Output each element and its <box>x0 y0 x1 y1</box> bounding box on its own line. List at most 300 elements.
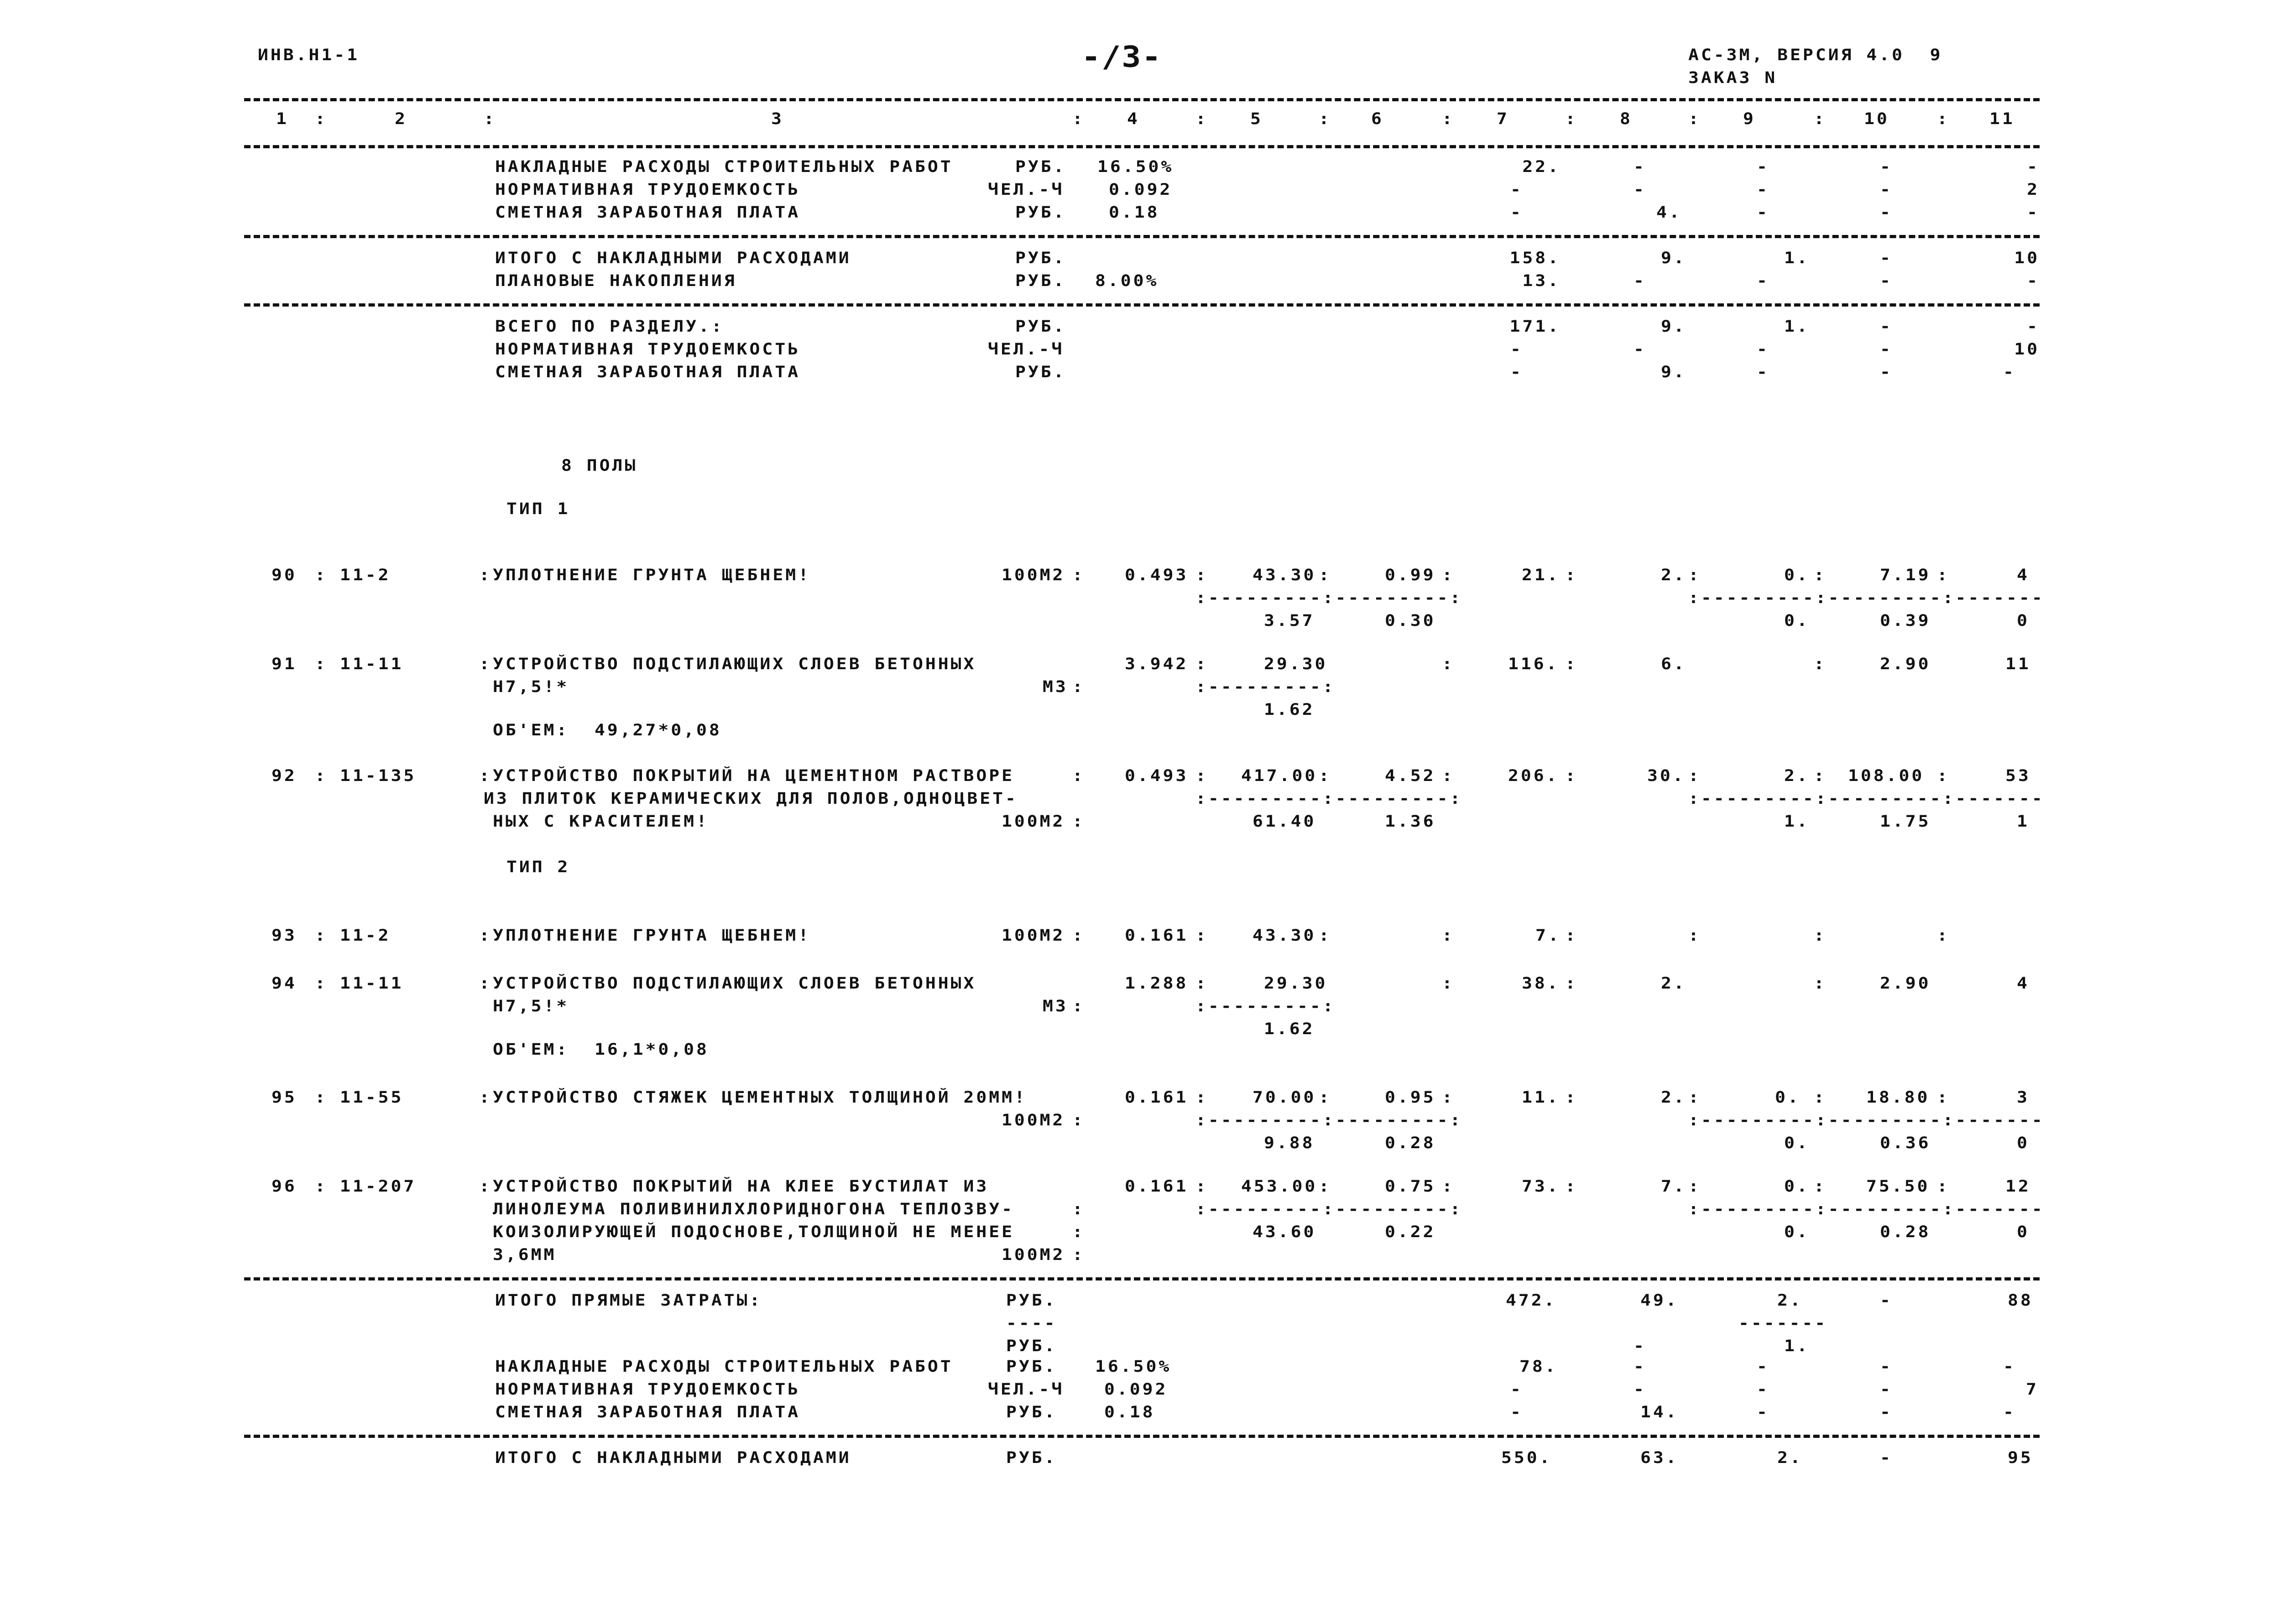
item-unit: 100М2 <box>1002 812 1065 831</box>
col-sep: : <box>1937 1088 1950 1107</box>
subrow-separator: :---------:---------:------- <box>1688 588 2045 607</box>
col-sep: : <box>484 109 496 128</box>
item-c11-wage: 0 <box>2017 1223 2030 1241</box>
rule <box>244 303 2040 307</box>
col-sep: : <box>1319 1177 1331 1196</box>
rule <box>244 1277 2040 1280</box>
total-c10: - <box>1880 1403 1893 1421</box>
row-label: СМЕТНАЯ ЗАРАБОТНАЯ ПЛАТА <box>495 203 801 222</box>
row-c9: - <box>1757 180 1769 199</box>
col-sep: : <box>1319 109 1331 128</box>
item-c11: 11 <box>2005 655 2031 673</box>
total-label: ИТОГО С НАКЛАДНЫМИ РАСХОДАМИ <box>495 1448 851 1467</box>
total-label: СМЕТНАЯ ЗАРАБОТНАЯ ПЛАТА <box>495 1403 801 1421</box>
row-label: ВСЕГО ПО РАЗДЕЛУ.: <box>495 317 724 336</box>
col-sep: : <box>479 1177 492 1196</box>
type-heading: ТИП 2 <box>506 858 570 876</box>
subrow-separator: :---------:---------:------- <box>1688 1200 2045 1218</box>
item-c6: 0.75 <box>1385 1177 1436 1196</box>
item-c5: 43.30 <box>1253 566 1316 584</box>
col-sep: : <box>1072 1223 1085 1241</box>
row-c7: 13. <box>1522 271 1561 290</box>
col-sep: : <box>1319 1088 1331 1107</box>
volume-note: ОБ'ЕМ: 16,1*0,08 <box>493 1040 709 1059</box>
col-sep: : <box>1688 109 1701 128</box>
col-sep: : <box>1565 766 1578 785</box>
item-c5: 453.00 <box>1241 1177 1318 1196</box>
row-c7: - <box>1510 363 1523 381</box>
row-c8: 4. <box>1656 203 1682 222</box>
inventory-number: ИНВ.Н1-1 <box>258 46 360 64</box>
item-c10-wage: 0.28 <box>1880 1223 1931 1241</box>
col-sep: : <box>479 655 492 673</box>
item-c7: 11. <box>1522 1088 1560 1107</box>
item-unit: М3 <box>1043 677 1068 696</box>
col-sep: : <box>1565 566 1578 584</box>
item-c9-wage: 0. <box>1784 1134 1810 1152</box>
row-c7: - <box>1510 180 1523 199</box>
item-c10: 18.80 <box>1866 1088 1930 1107</box>
row-label: НОРМАТИВНАЯ ТРУДОЕМКОСТЬ <box>495 180 801 199</box>
subrow-separator: :---------:---------: <box>1195 1200 1463 1218</box>
row-label: ИТОГО С НАКЛАДНЫМИ РАСХОДАМИ <box>495 249 851 267</box>
item-c6: 0.99 <box>1385 566 1436 584</box>
row-c10: - <box>1880 363 1893 381</box>
item-c9: 2. <box>1784 766 1810 785</box>
item-c5-wage: 3.57 <box>1264 611 1315 630</box>
section-title: 8 ПОЛЫ <box>561 456 638 475</box>
item-quantity: 0.161 <box>1125 1088 1189 1107</box>
col-6: 6 <box>1371 109 1384 128</box>
row-c7: 171. <box>1509 317 1561 336</box>
col-sep: : <box>479 1088 492 1107</box>
row-c11: - <box>2027 157 2040 176</box>
col-sep: : <box>1814 655 1827 673</box>
item-c9: 0. <box>1775 1088 1801 1107</box>
col-sep: : <box>479 926 492 945</box>
item-c6: 0.95 <box>1385 1088 1436 1107</box>
col-sep: : <box>1195 1088 1208 1107</box>
total-c11: 88 <box>2008 1291 2033 1310</box>
col-sep: : <box>1814 109 1827 128</box>
col-sep: : <box>1688 566 1701 584</box>
item-c10: 75.50 <box>1866 1177 1930 1196</box>
item-code: 11-2 <box>340 566 391 584</box>
item-code: 11-55 <box>340 1088 404 1107</box>
total-c9: 1. <box>1784 1337 1810 1355</box>
item-description: УСТРОЙСТВО ПОКРЫТИЙ НА ЦЕМЕНТНОМ РАСТВОРЕ <box>493 766 1014 785</box>
item-c6-wage: 0.30 <box>1385 611 1436 630</box>
row-c10: - <box>1880 317 1893 336</box>
col-sep: : <box>1814 1088 1827 1107</box>
row-c8: 9. <box>1661 249 1686 267</box>
item-c8: 2. <box>1661 974 1686 993</box>
item-description: УСТРОЙСТВО СТЯЖЕК ЦЕМЕНТНЫХ ТОЛЩИНОЙ 20ММ! <box>493 1088 1027 1107</box>
total-c10: - <box>1880 1357 1893 1376</box>
row-c11: 10 <box>2014 340 2040 359</box>
item-c11: 3 <box>2017 1088 2030 1107</box>
col-sep: : <box>1442 566 1455 584</box>
type-heading: ТИП 1 <box>506 500 570 518</box>
col-sep: : <box>1688 766 1701 785</box>
total-c11: 7 <box>2026 1380 2039 1399</box>
row-unit: ЧЕЛ.-Ч <box>988 180 1065 199</box>
col-sep: : <box>1319 566 1331 584</box>
total-unit: РУБ. <box>1006 1337 1057 1355</box>
total-c11: - <box>2003 1403 2016 1421</box>
total-c9: 2. <box>1777 1448 1803 1467</box>
volume-note: ОБ'ЕМ: 49,27*0,08 <box>493 721 722 739</box>
col-2: 2 <box>395 109 407 128</box>
item-c11: 4 <box>2017 566 2030 584</box>
col-sep: : <box>315 766 328 785</box>
col-4: 4 <box>1127 109 1140 128</box>
item-number: 93 <box>271 926 297 945</box>
col-10: 10 <box>1864 109 1890 128</box>
col-sep: : <box>315 109 328 128</box>
col-sep: : <box>1565 109 1578 128</box>
row-c10: - <box>1880 340 1893 359</box>
total-c7: - <box>1510 1403 1523 1421</box>
col-sep: : <box>1814 566 1827 584</box>
item-c7: 21. <box>1522 566 1560 584</box>
item-unit: 100М2 <box>1002 1111 1065 1130</box>
col-sep: : <box>1565 926 1578 945</box>
col-sep: : <box>1442 926 1455 945</box>
total-rate: 0.18 <box>1104 1403 1155 1421</box>
item-description: УПЛОТНЕНИЕ ГРУНТА ЩЕБНЕМ! <box>493 926 811 945</box>
row-c11: - <box>2027 271 2040 290</box>
total-unit: РУБ. <box>1006 1291 1057 1310</box>
item-c5-wage: 43.60 <box>1253 1223 1316 1241</box>
item-number: 94 <box>271 974 297 993</box>
item-c11-wage: 1 <box>2017 812 2030 831</box>
item-number: 91 <box>271 655 297 673</box>
row-c9: - <box>1757 271 1769 290</box>
row-unit: РУБ. <box>1015 249 1066 267</box>
row-c11: - <box>2003 363 2016 381</box>
total-rate: 16.50% <box>1095 1357 1172 1376</box>
col-sep: : <box>1195 566 1208 584</box>
row-c8: - <box>1634 340 1646 359</box>
col-sep: : <box>1814 1177 1827 1196</box>
item-c5: 417.00 <box>1241 766 1318 785</box>
row-rate: 0.18 <box>1109 203 1160 222</box>
row-label: НОРМАТИВНАЯ ТРУДОЕМКОСТЬ <box>495 340 801 359</box>
item-c10-wage: 0.36 <box>1880 1134 1931 1152</box>
col-sep: : <box>1937 1177 1950 1196</box>
total-c8: - <box>1634 1380 1646 1399</box>
item-description: УСТРОЙСТВО ПОКРЫТИЙ НА КЛЕЕ БУСТИЛАТ ИЗ <box>493 1177 989 1196</box>
col-sep: : <box>1319 926 1331 945</box>
col-sep: : <box>1195 655 1208 673</box>
item-c8: 2. <box>1661 1088 1686 1107</box>
item-quantity: 0.161 <box>1125 926 1189 945</box>
row-unit: РУБ. <box>1015 317 1066 336</box>
total-c8: 49. <box>1640 1291 1679 1310</box>
item-unit: 100М2 <box>1002 566 1065 584</box>
item-c8: 7. <box>1661 1177 1686 1196</box>
col-sep: : <box>1937 566 1950 584</box>
item-c5: 43.30 <box>1253 926 1316 945</box>
item-unit: М3 <box>1043 997 1068 1015</box>
item-description-line2: Н7,5!* <box>493 997 569 1015</box>
total-rate: 0.092 <box>1104 1380 1168 1399</box>
row-c7: 22. <box>1522 157 1561 176</box>
total-unit: ЧЕЛ.-Ч <box>988 1380 1065 1399</box>
col-sep: : <box>1688 926 1701 945</box>
item-c6: 4.52 <box>1385 766 1436 785</box>
item-description-line2: ЛИНОЛЕУМА ПОЛИВИНИЛХЛОРИДНОГОНА ТЕПЛОЗВУ- <box>493 1200 1014 1218</box>
item-description-line3: НЫХ С КРАСИТЕЛЕМ! <box>493 812 709 831</box>
page-number: -/3- <box>1081 39 1162 74</box>
total-label: НАКЛАДНЫЕ РАСХОДЫ СТРОИТЕЛЬНЫХ РАБОТ <box>495 1357 953 1376</box>
item-c9-wage: 0. <box>1784 1223 1810 1241</box>
row-c10: - <box>1880 203 1893 222</box>
col-sep: : <box>315 1177 328 1196</box>
row-c9: 1. <box>1784 317 1810 336</box>
col-sep: : <box>1565 1177 1578 1196</box>
total-c10: - <box>1880 1448 1893 1467</box>
item-quantity: 0.493 <box>1125 766 1189 785</box>
item-quantity: 1.288 <box>1125 974 1189 993</box>
subrow-separator: :---------:---------:------- <box>1688 1111 2045 1130</box>
col-sep: : <box>479 566 492 584</box>
item-c9-wage: 1. <box>1784 812 1810 831</box>
col-sep: : <box>1072 677 1085 696</box>
row-c10: - <box>1880 249 1893 267</box>
item-description-line2: Н7,5!* <box>493 677 569 696</box>
subrow-separator: :---------: <box>1195 997 1336 1015</box>
total-c8: 63. <box>1640 1448 1679 1467</box>
row-c8: 9. <box>1661 317 1686 336</box>
row-c9: 1. <box>1784 249 1810 267</box>
col-sep: : <box>1195 766 1208 785</box>
item-c7: 73. <box>1522 1177 1560 1196</box>
total-unit: РУБ. <box>1006 1448 1057 1467</box>
col-sep: : <box>1814 766 1827 785</box>
item-description-line3: КОИЗОЛИРУЮЩЕЙ ПОДОСНОВЕ,ТОЛЩИНОЙ НЕ МЕНЕЕ <box>493 1223 1014 1241</box>
item-c7: 38. <box>1522 974 1560 993</box>
subrow-separator: :---------: <box>1195 677 1336 696</box>
col-sep: : <box>1072 766 1085 785</box>
item-c11-wage: 0 <box>2017 1134 2030 1152</box>
col-sep: : <box>1937 109 1950 128</box>
item-c6-wage: 1.36 <box>1385 812 1436 831</box>
total-c7: - <box>1510 1380 1523 1399</box>
item-code: 11-207 <box>340 1177 417 1196</box>
item-c9: 0. <box>1784 566 1810 584</box>
col-sep: : <box>1688 1088 1701 1107</box>
row-c7: - <box>1510 340 1523 359</box>
row-c7: 158. <box>1509 249 1561 267</box>
item-c8: 30. <box>1647 766 1686 785</box>
total-unit: РУБ. <box>1006 1403 1057 1421</box>
col-sep: : <box>1688 1177 1701 1196</box>
item-code: 11-135 <box>340 766 417 785</box>
col-sep: : <box>1937 926 1950 945</box>
rule-header-bottom <box>244 145 2040 148</box>
total-c9: 2. <box>1777 1291 1803 1310</box>
item-c5: 70.00 <box>1253 1088 1316 1107</box>
total-c8: 14. <box>1640 1403 1679 1421</box>
item-c7: 206. <box>1508 766 1559 785</box>
row-rate: 0.092 <box>1109 180 1173 199</box>
total-dashes: ------- <box>1738 1314 1828 1333</box>
col-sep: : <box>1565 655 1578 673</box>
col-11: 11 <box>1989 109 2015 128</box>
row-label: СМЕТНАЯ ЗАРАБОТНАЯ ПЛАТА <box>495 363 801 381</box>
item-description-line4: 3,6ММ <box>493 1245 557 1264</box>
item-c5-wage: 1.62 <box>1264 700 1315 719</box>
item-description: УПЛОТНЕНИЕ ГРУНТА ЩЕБНЕМ! <box>493 566 811 584</box>
col-sep: : <box>315 1088 328 1107</box>
col-sep: : <box>315 655 328 673</box>
item-c7: 7. <box>1535 926 1561 945</box>
item-c7: 116. <box>1508 655 1559 673</box>
item-c5-wage: 1.62 <box>1264 1020 1315 1038</box>
col-sep: : <box>1072 566 1085 584</box>
col-sep: : <box>1442 974 1455 993</box>
item-quantity: 0.493 <box>1125 566 1189 584</box>
item-number: 92 <box>271 766 297 785</box>
item-unit: 100М2 <box>1002 1245 1065 1264</box>
item-description-line2: ИЗ ПЛИТОК КЕРАМИЧЕСКИХ ДЛЯ ПОЛОВ,ОДНОЦВЕТ- <box>484 789 1018 808</box>
item-c10: 2.90 <box>1880 974 1931 993</box>
total-dashes: ---- <box>1006 1314 1057 1333</box>
total-c7: 78. <box>1519 1357 1558 1376</box>
col-sep: : <box>1072 109 1085 128</box>
col-sep: : <box>1319 766 1331 785</box>
row-c11: 2 <box>2027 180 2040 199</box>
item-c10-wage: 1.75 <box>1880 812 1931 831</box>
row-c10: - <box>1880 157 1893 176</box>
item-c6-wage: 0.28 <box>1385 1134 1436 1152</box>
item-number: 90 <box>271 566 297 584</box>
row-c8: - <box>1634 157 1646 176</box>
row-c10: - <box>1880 271 1893 290</box>
item-c8: 2. <box>1661 566 1686 584</box>
rule <box>244 1435 2040 1438</box>
col-sep: : <box>315 974 328 993</box>
col-sep: : <box>1814 926 1827 945</box>
col-sep: : <box>1195 109 1208 128</box>
item-c10: 2.90 <box>1880 655 1931 673</box>
col-sep: : <box>315 566 328 584</box>
row-c9: - <box>1757 157 1769 176</box>
item-c11: 12 <box>2005 1177 2031 1196</box>
row-c7: - <box>1510 203 1523 222</box>
row-c8: 9. <box>1661 363 1686 381</box>
item-c5: 29.30 <box>1264 655 1328 673</box>
col-sep: : <box>1195 926 1208 945</box>
total-c11: 95 <box>2008 1448 2033 1467</box>
total-c10: - <box>1880 1380 1893 1399</box>
col-sep: : <box>1072 812 1085 831</box>
program-version: АС-3М, ВЕРСИЯ 4.0 9 <box>1688 46 1943 64</box>
col-sep: : <box>1072 1245 1085 1264</box>
row-rate: 16.50% <box>1097 157 1174 176</box>
row-rate: 8.00% <box>1095 271 1159 290</box>
order-number: ЗАКАЗ N <box>1688 68 1778 87</box>
total-c8: - <box>1634 1337 1646 1355</box>
row-label: НАКЛАДНЫЕ РАСХОДЫ СТРОИТЕЛЬНЫХ РАБОТ <box>495 157 953 176</box>
col-sep: : <box>1442 1177 1455 1196</box>
item-c10: 7.19 <box>1880 566 1931 584</box>
item-number: 95 <box>271 1088 297 1107</box>
item-description: УСТРОЙСТВО ПОДСТИЛАЮЩИХ СЛОЕВ БЕТОННЫХ <box>493 655 976 673</box>
col-1: 1 <box>276 109 289 128</box>
item-unit: 100М2 <box>1002 926 1065 945</box>
subrow-separator: :---------:---------:------- <box>1688 789 2045 808</box>
total-c8: - <box>1634 1357 1646 1376</box>
col-sep: : <box>1442 766 1455 785</box>
subrow-separator: :---------:---------: <box>1195 588 1463 607</box>
col-sep: : <box>1072 926 1085 945</box>
col-sep: : <box>1442 1088 1455 1107</box>
row-c10: - <box>1880 180 1893 199</box>
row-c11: - <box>2027 203 2040 222</box>
subrow-separator: :---------:---------: <box>1195 789 1463 808</box>
rule <box>244 235 2040 238</box>
col-sep: : <box>1442 109 1455 128</box>
row-unit: ЧЕЛ.-Ч <box>988 340 1065 359</box>
row-c8: - <box>1634 271 1646 290</box>
col-sep: : <box>1937 766 1950 785</box>
col-sep: : <box>1195 1177 1208 1196</box>
row-unit: РУБ. <box>1015 203 1066 222</box>
col-3: 3 <box>771 109 784 128</box>
col-sep: : <box>1565 974 1578 993</box>
col-sep: : <box>1072 997 1085 1015</box>
col-sep: : <box>1442 655 1455 673</box>
col-sep: : <box>479 766 492 785</box>
col-sep: : <box>1072 1111 1085 1130</box>
item-c9: 0. <box>1784 1177 1810 1196</box>
row-unit: РУБ. <box>1015 363 1066 381</box>
total-unit: РУБ. <box>1006 1357 1057 1376</box>
col-9: 9 <box>1743 109 1756 128</box>
row-label: ПЛАНОВЫЕ НАКОПЛЕНИЯ <box>495 271 737 290</box>
item-number: 96 <box>271 1177 297 1196</box>
row-c9: - <box>1757 203 1769 222</box>
col-sep: : <box>1195 974 1208 993</box>
item-c5-wage: 9.88 <box>1264 1134 1315 1152</box>
row-c8: - <box>1634 180 1646 199</box>
item-code: 11-11 <box>340 655 404 673</box>
item-code: 11-2 <box>340 926 391 945</box>
row-unit: РУБ. <box>1015 271 1066 290</box>
item-c11-wage: 0 <box>2017 611 2030 630</box>
total-c9: - <box>1757 1403 1769 1421</box>
row-c11: 10 <box>2014 249 2040 267</box>
item-code: 11-11 <box>340 974 404 993</box>
total-c7: 550. <box>1501 1448 1552 1467</box>
item-c11: 53 <box>2005 766 2031 785</box>
total-c9: - <box>1757 1357 1769 1376</box>
col-sep: : <box>1565 1088 1578 1107</box>
row-unit: РУБ. <box>1015 157 1066 176</box>
total-label: ИТОГО ПРЯМЫЕ ЗАТРАТЫ: <box>495 1291 762 1310</box>
col-sep: : <box>315 926 328 945</box>
total-c11: - <box>2003 1357 2016 1376</box>
total-c7: 472. <box>1506 1291 1557 1310</box>
total-c10: - <box>1880 1291 1893 1310</box>
row-c11: - <box>2027 317 2040 336</box>
col-sep: : <box>1072 1200 1085 1218</box>
total-label: НОРМАТИВНАЯ ТРУДОЕМКОСТЬ <box>495 1380 801 1399</box>
col-sep: : <box>479 974 492 993</box>
